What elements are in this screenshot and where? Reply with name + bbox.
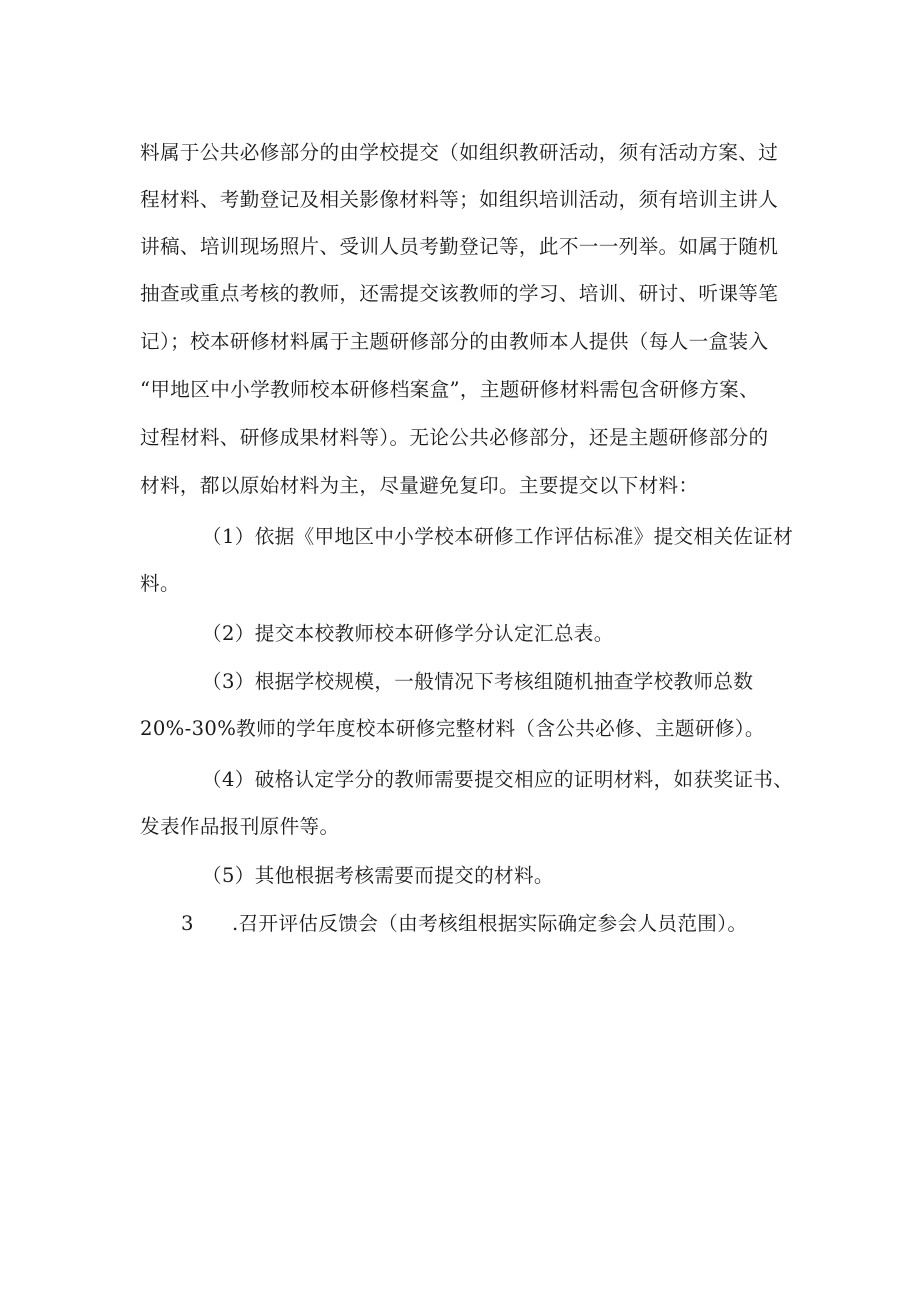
list-item-1-line-2: 料。 — [140, 572, 180, 595]
body-line: 材料，都以原始材料为主，尽量避免复印。主要提交以下材料： — [140, 474, 699, 497]
list-item-3-line-1: （3）根据学校规模，一般情况下考核组随机抽查学校教师总数 — [202, 670, 754, 693]
body-line: 讲稿、培训现场照片、受训人员考勤登记等，此不一一列举。如属于随机 — [140, 235, 779, 258]
body-line: 抽查或重点考核的教师，还需提交该教师的学习、培训、研讨、听课等笔 — [140, 282, 779, 305]
body-line: 程材料、考勤登记及相关影像材料等；如组织培训活动，须有培训主讲人 — [140, 188, 779, 211]
list-item-1-line-1: （1）依据《甲地区中小学校本研修工作评估标准》提交相关佐证材 — [202, 525, 794, 548]
list-item-5-line-1: （5）其他根据考核需要而提交的材料。 — [202, 864, 554, 887]
step-number: 3 — [181, 912, 194, 935]
list-item-4-line-1: （4）破格认定学分的教师需要提交相应的证明材料，如获奖证书、 — [202, 768, 794, 791]
body-line: 记）；校本研修材料属于主题研修部分的由教师本人提供（每人一盒装入 — [140, 330, 769, 353]
list-item-2-line-1: （2）提交本校教师校本研修学分认定汇总表。 — [202, 622, 614, 645]
body-line: 过程材料、研修成果材料等）。无论公共必修部分，还是主题研修部分的 — [140, 426, 769, 449]
list-item-4-line-2: 发表作品报刊原件等。 — [140, 815, 340, 838]
body-line: “甲地区中小学教师校本研修档案盒”，主题研修材料需包含研修方案、 — [140, 378, 760, 401]
body-line: 料属于公共必修部分的由学校提交（如组织教研活动，须有活动方案、过 — [140, 141, 779, 164]
list-item-3-line-2: 20%-30%教师的学年度校本研修完整材料（含公共必修、主题研修）。 — [140, 717, 765, 740]
step-3-text: .召开评估反馈会（由考核组根据实际确定参会人员范围）。 — [232, 912, 748, 935]
